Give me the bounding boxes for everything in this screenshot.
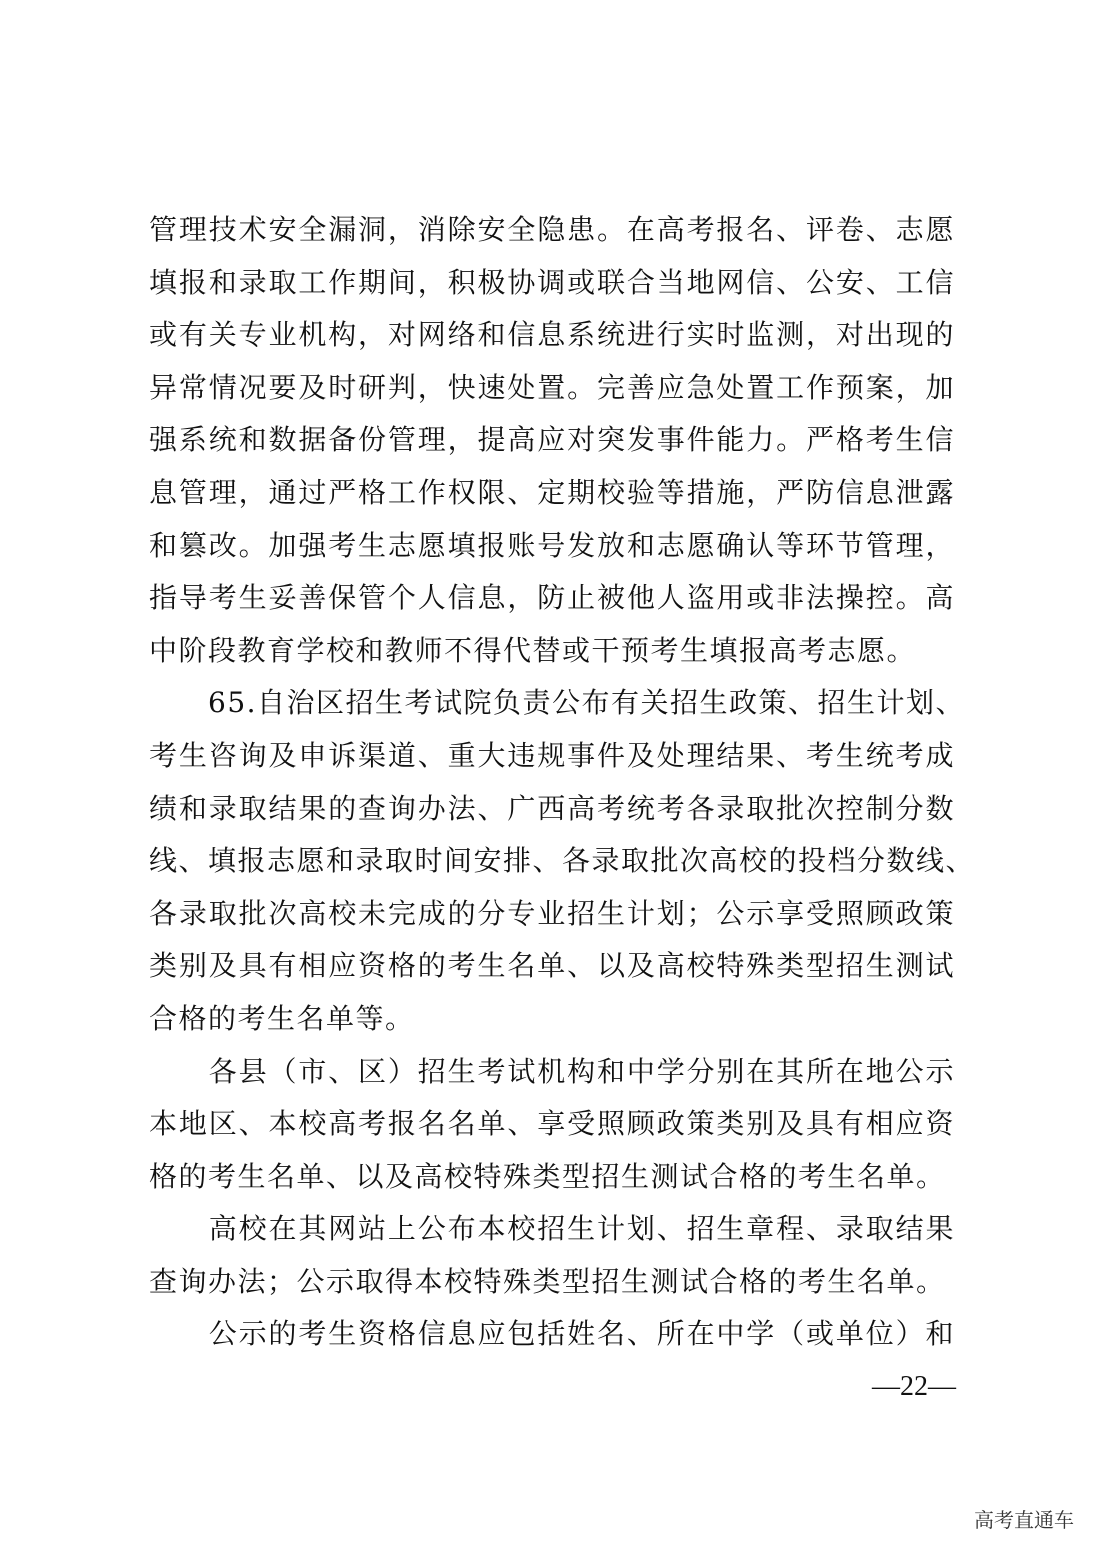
text-line: 类别及具有相应资格的考生名单、以及高校特殊类型招生测试 xyxy=(149,949,955,983)
watermark: 高考直通车 xyxy=(974,1508,1074,1532)
text-line: 中阶段教育学校和教师不得代替或干预考生填报高考志愿。 xyxy=(149,633,917,667)
text-line: 管理技术安全漏洞，消除安全隐患。在高考报名、评卷、志愿 xyxy=(149,213,955,246)
text-line: 查询办法；公示取得本校特殊类型招生测试合格的考生名单。 xyxy=(149,1264,946,1298)
text-line: 65.自治区招生考试院负责公布有关招生政策、招生计划、 xyxy=(149,686,966,720)
text-line: 填报和录取工作期间，积极协调或联合当地网信、公安、工信 xyxy=(149,265,955,299)
text-line: 息管理，通过严格工作权限、定期校验等措施，严防信息泄露 xyxy=(149,475,955,509)
text-line: 格的考生名单、以及高校特殊类型招生测试合格的考生名单。 xyxy=(149,1159,946,1193)
text-line: 各录取批次高校未完成的分专业招生计划；公示享受照顾政策 xyxy=(149,896,955,930)
page-number: —22— xyxy=(872,1371,956,1402)
text-line: 各县（市、区）招生考试机构和中学分别在其所在地公示 xyxy=(149,1054,955,1088)
text-line: 异常情况要及时研判，快速处置。完善应急处置工作预案，加 xyxy=(149,370,955,404)
text-line: 考生咨询及申诉渠道、重大违规事件及处理结果、考生统考成 xyxy=(149,738,955,772)
text-line: 指导考生妥善保管个人信息，防止被他人盗用或非法操控。高 xyxy=(149,581,955,615)
text-line: 高校在其网站上公布本校招生计划、招生章程、录取结果 xyxy=(149,1212,955,1246)
document-body xyxy=(149,204,976,1361)
text-line: 线、填报志愿和录取时间安排、各录取批次高校的投档分数线、 xyxy=(149,844,976,878)
text-line: 强系统和数据备份管理，提高应对突发事件能力。严格考生信 xyxy=(149,423,955,457)
text-line: 公示的考生资格信息应包括姓名、所在中学（或单位）和 xyxy=(149,1317,955,1351)
text-line: 本地区、本校高考报名名单、享受照顾政策类别及具有相应资 xyxy=(149,1107,955,1141)
text-line: 合格的考生名单等。 xyxy=(149,1001,415,1035)
text-line: 或有关专业机构，对网络和信息系统进行实时监测，对出现的 xyxy=(149,318,955,352)
text-line: 和篡改。加强考生志愿填报账号发放和志愿确认等环节管理， xyxy=(149,528,955,562)
text-line: 绩和录取结果的查询办法、广西高考统考各录取批次控制分数 xyxy=(149,791,955,825)
